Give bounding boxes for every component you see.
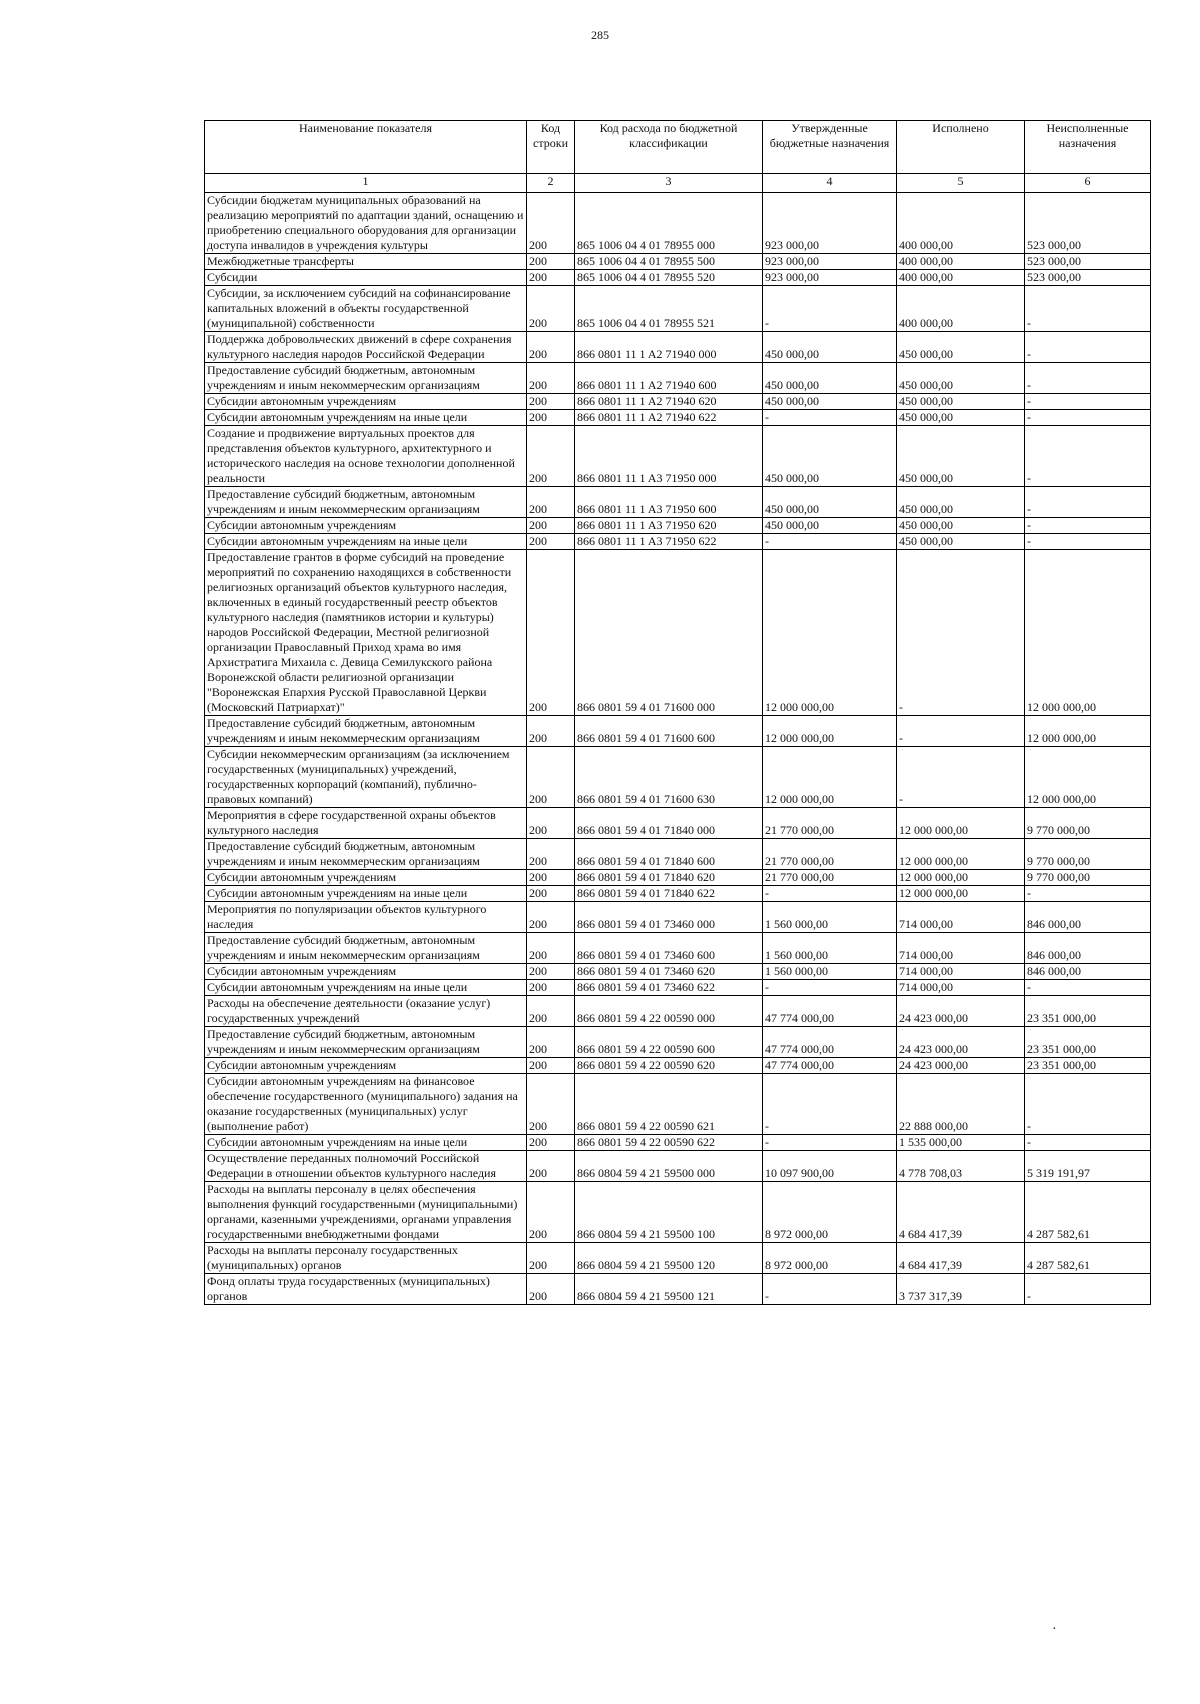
row-classification-cell: 866 0804 59 4 21 59500 121 [575,1274,763,1305]
row-line-code-cell: 200 [527,716,575,747]
row-line-code-cell: 200 [527,254,575,270]
table-row [205,286,1151,332]
row-line-code-cell: 200 [527,1274,575,1305]
row-approved-cell: 450 000,00 [763,332,897,363]
row-classification-cell: 866 0801 11 1 A2 71940 620 [575,394,763,410]
row-approved-cell: - [763,1074,897,1135]
row-unexecuted-cell: 23 351 000,00 [1025,1058,1151,1074]
row-classification-cell: 865 1006 04 4 01 78955 520 [575,270,763,286]
table-row [205,518,1151,534]
row-executed-cell: 4 684 417,39 [897,1182,1025,1243]
row-approved-cell: 1 560 000,00 [763,933,897,964]
row-executed-cell: 24 423 000,00 [897,996,1025,1027]
row-classification-cell: 866 0801 11 1 A3 71950 622 [575,534,763,550]
row-line-code-cell: 200 [527,394,575,410]
row-name-cell: Предоставление субсидий бюджетным, автономным учреждениям и иным некоммерческим организациям [205,487,527,518]
table-row [205,487,1151,518]
row-executed-cell: 400 000,00 [897,254,1025,270]
row-line-code-cell: 200 [527,886,575,902]
row-classification-cell: 866 0801 59 4 22 00590 622 [575,1135,763,1151]
row-name-cell: Мероприятия по популяризации объектов культурного наследия [205,902,527,933]
row-name-cell: Субсидии некоммерческим организациям (за исключением государственных (муниципальных) учреждений, государственных корпораций (компаний), публично-правовых компаний) [205,747,527,808]
row-name-cell: Предоставление субсидий бюджетным, автономным учреждениям и иным некоммерческим организациям [205,933,527,964]
row-line-code-cell: 200 [527,808,575,839]
table-row [205,1274,1151,1305]
row-unexecuted-cell: 12 000 000,00 [1025,747,1151,808]
row-executed-cell: 12 000 000,00 [897,839,1025,870]
row-executed-cell: 714 000,00 [897,964,1025,980]
row-name-cell: Предоставление грантов в форме субсидий на проведение мероприятий по сохранению находящихся в собственности религиозных организаций объектов культурного наследия, включенных в единый государственный реестр объектов культурного наследия (памятников истории и культуры) народов Российской Федерации, Местной религиозной организации Православный Приход храма во имя Архистратига Михаила с. Девица Семилукского района Воронежской области религиозной организации "Воронежская Епархия Русской Православной Церкви (Московский Патриархат)" [205,550,527,716]
row-approved-cell: 450 000,00 [763,518,897,534]
row-unexecuted-cell: - [1025,410,1151,426]
table-row [205,870,1151,886]
row-line-code-cell: 200 [527,1058,575,1074]
row-name-cell: Фонд оплаты труда государственных (муниципальных) органов [205,1274,527,1305]
row-name-cell: Предоставление субсидий бюджетным, автономным учреждениям и иным некоммерческим организациям [205,1027,527,1058]
row-line-code-cell: 200 [527,839,575,870]
row-classification-cell: 866 0801 59 4 22 00590 620 [575,1058,763,1074]
table-row [205,1074,1151,1135]
row-unexecuted-cell: - [1025,886,1151,902]
row-name-cell: Поддержка добровольческих движений в сфере сохранения культурного наследия народов Российской Федерации [205,332,527,363]
table-row [205,1027,1151,1058]
row-approved-cell: 12 000 000,00 [763,716,897,747]
row-classification-cell: 866 0801 59 4 01 71840 620 [575,870,763,886]
row-approved-cell: 923 000,00 [763,270,897,286]
column-number: 3 [575,174,763,193]
row-unexecuted-cell: 12 000 000,00 [1025,716,1151,747]
row-executed-cell: 450 000,00 [897,534,1025,550]
row-classification-cell: 866 0801 59 4 01 71600 600 [575,716,763,747]
row-executed-cell: 450 000,00 [897,487,1025,518]
row-line-code-cell: 200 [527,1027,575,1058]
row-executed-cell: 3 737 317,39 [897,1274,1025,1305]
row-name-cell: Расходы на обеспечение деятельности (оказание услуг) государственных учреждений [205,996,527,1027]
row-executed-cell: 400 000,00 [897,193,1025,254]
row-classification-cell: 865 1006 04 4 01 78955 000 [575,193,763,254]
row-approved-cell: 12 000 000,00 [763,747,897,808]
row-approved-cell: 12 000 000,00 [763,550,897,716]
table-row [205,1243,1151,1274]
row-name-cell: Субсидии автономным учреждениям [205,1058,527,1074]
table-row [205,716,1151,747]
row-unexecuted-cell: - [1025,394,1151,410]
row-unexecuted-cell: 23 351 000,00 [1025,1027,1151,1058]
row-classification-cell: 866 0801 59 4 01 73460 600 [575,933,763,964]
row-name-cell: Субсидии автономным учреждениям [205,964,527,980]
row-line-code-cell: 200 [527,332,575,363]
row-unexecuted-cell: - [1025,426,1151,487]
row-unexecuted-cell: 23 351 000,00 [1025,996,1151,1027]
row-name-cell: Субсидии автономным учреждениям на иные цели [205,1135,527,1151]
row-classification-cell: 866 0801 11 1 A3 71950 620 [575,518,763,534]
row-unexecuted-cell: - [1025,286,1151,332]
row-approved-cell: - [763,886,897,902]
table-row [205,996,1151,1027]
row-line-code-cell: 200 [527,1182,575,1243]
row-executed-cell: - [897,550,1025,716]
column-number: 6 [1025,174,1151,193]
table-row [205,550,1151,716]
header-indicator-name: Наименование показателя [205,121,527,174]
row-classification-cell: 866 0801 59 4 01 73460 000 [575,902,763,933]
row-classification-cell: 866 0801 11 1 A3 71950 600 [575,487,763,518]
header-budget-classification: Код расхода по бюджетной классификации [575,121,763,174]
row-approved-cell: - [763,980,897,996]
row-executed-cell: 12 000 000,00 [897,870,1025,886]
row-classification-cell: 866 0801 59 4 22 00590 600 [575,1027,763,1058]
row-executed-cell: 450 000,00 [897,332,1025,363]
row-unexecuted-cell: 4 287 582,61 [1025,1182,1151,1243]
row-unexecuted-cell: 4 287 582,61 [1025,1243,1151,1274]
row-classification-cell: 866 0801 11 1 A2 71940 000 [575,332,763,363]
row-unexecuted-cell: 846 000,00 [1025,933,1151,964]
column-number: 4 [763,174,897,193]
row-name-cell: Предоставление субсидий бюджетным, автономным учреждениям и иным некоммерческим организациям [205,839,527,870]
row-classification-cell: 866 0801 59 4 01 71600 000 [575,550,763,716]
row-executed-cell: 450 000,00 [897,410,1025,426]
row-executed-cell: 450 000,00 [897,394,1025,410]
table-row [205,270,1151,286]
row-unexecuted-cell: - [1025,487,1151,518]
table-row [205,534,1151,550]
table-row [205,332,1151,363]
row-line-code-cell: 200 [527,933,575,964]
table-row [205,1135,1151,1151]
row-line-code-cell: 200 [527,193,575,254]
row-line-code-cell: 200 [527,870,575,886]
row-executed-cell: 24 423 000,00 [897,1027,1025,1058]
row-approved-cell: 47 774 000,00 [763,996,897,1027]
row-unexecuted-cell: - [1025,534,1151,550]
row-name-cell: Предоставление субсидий бюджетным, автономным учреждениям и иным некоммерческим организациям [205,716,527,747]
row-line-code-cell: 200 [527,426,575,487]
row-name-cell: Субсидии автономным учреждениям на иные цели [205,410,527,426]
row-unexecuted-cell: 846 000,00 [1025,902,1151,933]
row-classification-cell: 865 1006 04 4 01 78955 500 [575,254,763,270]
row-unexecuted-cell: - [1025,1274,1151,1305]
row-classification-cell: 866 0801 59 4 01 71840 622 [575,886,763,902]
row-unexecuted-cell: 12 000 000,00 [1025,550,1151,716]
row-unexecuted-cell: - [1025,518,1151,534]
row-name-cell: Субсидии автономным учреждениям на иные цели [205,534,527,550]
column-number: 5 [897,174,1025,193]
row-executed-cell: 450 000,00 [897,363,1025,394]
table-body [205,193,1151,1305]
row-approved-cell: - [763,286,897,332]
row-classification-cell: 866 0801 11 1 A2 71940 622 [575,410,763,426]
row-name-cell: Субсидии автономным учреждениям на финансовое обеспечение государственного (муниципального) задания на оказание государственных (муниципальных) услуг (выполнение работ) [205,1074,527,1135]
table-row [205,839,1151,870]
row-classification-cell: 866 0804 59 4 21 59500 120 [575,1243,763,1274]
row-unexecuted-cell: - [1025,363,1151,394]
row-classification-cell: 866 0801 59 4 01 71840 600 [575,839,763,870]
row-line-code-cell: 200 [527,1243,575,1274]
row-line-code-cell: 200 [527,518,575,534]
row-executed-cell: 12 000 000,00 [897,808,1025,839]
row-approved-cell: 450 000,00 [763,394,897,410]
table-row [205,886,1151,902]
row-approved-cell: 1 560 000,00 [763,964,897,980]
row-executed-cell: 4 778 708,03 [897,1151,1025,1182]
row-executed-cell: 22 888 000,00 [897,1074,1025,1135]
table-header-row [205,121,1151,174]
row-approved-cell: - [763,534,897,550]
table-row [205,1182,1151,1243]
header-line-code: Код строки [527,121,575,174]
row-executed-cell: 714 000,00 [897,980,1025,996]
row-classification-cell: 865 1006 04 4 01 78955 521 [575,286,763,332]
row-classification-cell: 866 0804 59 4 21 59500 100 [575,1182,763,1243]
row-approved-cell: - [763,1135,897,1151]
column-number-row [205,174,1151,193]
row-unexecuted-cell: 846 000,00 [1025,964,1151,980]
table-row [205,964,1151,980]
row-approved-cell: 923 000,00 [763,254,897,270]
row-unexecuted-cell: - [1025,332,1151,363]
row-approved-cell: 450 000,00 [763,426,897,487]
table-row [205,410,1151,426]
row-executed-cell: - [897,747,1025,808]
row-classification-cell: 866 0801 11 1 A2 71940 600 [575,363,763,394]
row-approved-cell: 923 000,00 [763,193,897,254]
row-approved-cell: - [763,1274,897,1305]
table-row [205,980,1151,996]
row-approved-cell: 450 000,00 [763,363,897,394]
row-classification-cell: 866 0801 59 4 22 00590 621 [575,1074,763,1135]
row-name-cell: Расходы на выплаты персоналу в целях обеспечения выполнения функций государственными (муниципальными) органами, казенными учреждениями, органами управления государственными внебюджетными фондами [205,1182,527,1243]
row-classification-cell: 866 0801 59 4 01 71840 000 [575,808,763,839]
row-line-code-cell: 200 [527,964,575,980]
table-row [205,1151,1151,1182]
row-unexecuted-cell: 9 770 000,00 [1025,870,1151,886]
table-row [205,902,1151,933]
row-approved-cell: 47 774 000,00 [763,1058,897,1074]
row-unexecuted-cell: 523 000,00 [1025,270,1151,286]
row-approved-cell: - [763,410,897,426]
row-line-code-cell: 200 [527,270,575,286]
row-classification-cell: 866 0801 59 4 01 73460 622 [575,980,763,996]
row-line-code-cell: 200 [527,1135,575,1151]
table-row [205,933,1151,964]
row-approved-cell: 450 000,00 [763,487,897,518]
row-classification-cell: 866 0801 59 4 01 71600 630 [575,747,763,808]
row-name-cell: Расходы на выплаты персоналу государственных (муниципальных) органов [205,1243,527,1274]
row-line-code-cell: 200 [527,1151,575,1182]
row-approved-cell: 47 774 000,00 [763,1027,897,1058]
row-unexecuted-cell: 523 000,00 [1025,254,1151,270]
row-approved-cell: 21 770 000,00 [763,870,897,886]
row-executed-cell: 450 000,00 [897,518,1025,534]
column-number: 1 [205,174,527,193]
table-row [205,747,1151,808]
header-executed: Исполнено [897,121,1025,174]
row-line-code-cell: 200 [527,487,575,518]
budget-execution-table [204,120,1151,1305]
row-unexecuted-cell: 9 770 000,00 [1025,839,1151,870]
row-executed-cell: 24 423 000,00 [897,1058,1025,1074]
table-row [205,394,1151,410]
row-name-cell: Осуществление переданных полномочий Российской Федерации в отношении объектов культурного наследия [205,1151,527,1182]
row-line-code-cell: 200 [527,286,575,332]
row-executed-cell: 714 000,00 [897,902,1025,933]
row-unexecuted-cell: - [1025,980,1151,996]
row-approved-cell: 10 097 900,00 [763,1151,897,1182]
row-name-cell: Создание и продвижение виртуальных проектов для представления объектов культурного, архитектурного и исторического наследия на основе технологии дополненной реальности [205,426,527,487]
row-name-cell: Предоставление субсидий бюджетным, автономным учреждениям и иным некоммерческим организациям [205,363,527,394]
row-executed-cell: 400 000,00 [897,270,1025,286]
table-row [205,808,1151,839]
row-unexecuted-cell: 523 000,00 [1025,193,1151,254]
row-name-cell: Субсидии автономным учреждениям [205,394,527,410]
row-line-code-cell: 200 [527,747,575,808]
row-line-code-cell: 200 [527,534,575,550]
row-executed-cell: 12 000 000,00 [897,886,1025,902]
row-name-cell: Субсидии [205,270,527,286]
table-row [205,426,1151,487]
row-line-code-cell: 200 [527,902,575,933]
row-name-cell: Субсидии автономным учреждениям на иные цели [205,886,527,902]
row-classification-cell: 866 0801 59 4 22 00590 000 [575,996,763,1027]
row-approved-cell: 8 972 000,00 [763,1182,897,1243]
row-line-code-cell: 200 [527,1074,575,1135]
row-approved-cell: 21 770 000,00 [763,808,897,839]
row-executed-cell: 1 535 000,00 [897,1135,1025,1151]
row-line-code-cell: 200 [527,980,575,996]
scan-mark: · [1052,1622,1057,1637]
table-row [205,363,1151,394]
row-executed-cell: - [897,716,1025,747]
header-unexecuted: Неисполненные назначения [1025,121,1151,174]
row-classification-cell: 866 0804 59 4 21 59500 000 [575,1151,763,1182]
row-executed-cell: 450 000,00 [897,426,1025,487]
row-name-cell: Субсидии, за исключением субсидий на софинансирование капитальных вложений в объекты государственной (муниципальной) собственности [205,286,527,332]
row-executed-cell: 4 684 417,39 [897,1243,1025,1274]
header-approved: Утвержденные бюджетные назначения [763,121,897,174]
row-unexecuted-cell: 5 319 191,97 [1025,1151,1151,1182]
row-name-cell: Межбюджетные трансферты [205,254,527,270]
row-line-code-cell: 200 [527,363,575,394]
row-approved-cell: 1 560 000,00 [763,902,897,933]
table-row [205,254,1151,270]
row-line-code-cell: 200 [527,550,575,716]
column-number: 2 [527,174,575,193]
row-executed-cell: 714 000,00 [897,933,1025,964]
row-approved-cell: 8 972 000,00 [763,1243,897,1274]
row-classification-cell: 866 0801 11 1 A3 71950 000 [575,426,763,487]
row-name-cell: Субсидии автономным учреждениям [205,518,527,534]
row-executed-cell: 400 000,00 [897,286,1025,332]
row-name-cell: Субсидии автономным учреждениям на иные цели [205,980,527,996]
row-line-code-cell: 200 [527,410,575,426]
row-classification-cell: 866 0801 59 4 01 73460 620 [575,964,763,980]
table-row [205,193,1151,254]
row-unexecuted-cell: - [1025,1074,1151,1135]
row-line-code-cell: 200 [527,996,575,1027]
row-name-cell: Мероприятия в сфере государственной охраны объектов культурного наследия [205,808,527,839]
row-unexecuted-cell: - [1025,1135,1151,1151]
row-unexecuted-cell: 9 770 000,00 [1025,808,1151,839]
row-name-cell: Субсидии бюджетам муниципальных образований на реализацию мероприятий по адаптации зданий, оснащению и приобретению специального оборудования для организации доступа инвалидов в учреждения культуры [205,193,527,254]
table-row [205,1058,1151,1074]
page-number: 285 [591,28,609,42]
row-name-cell: Субсидии автономным учреждениям [205,870,527,886]
row-approved-cell: 21 770 000,00 [763,839,897,870]
